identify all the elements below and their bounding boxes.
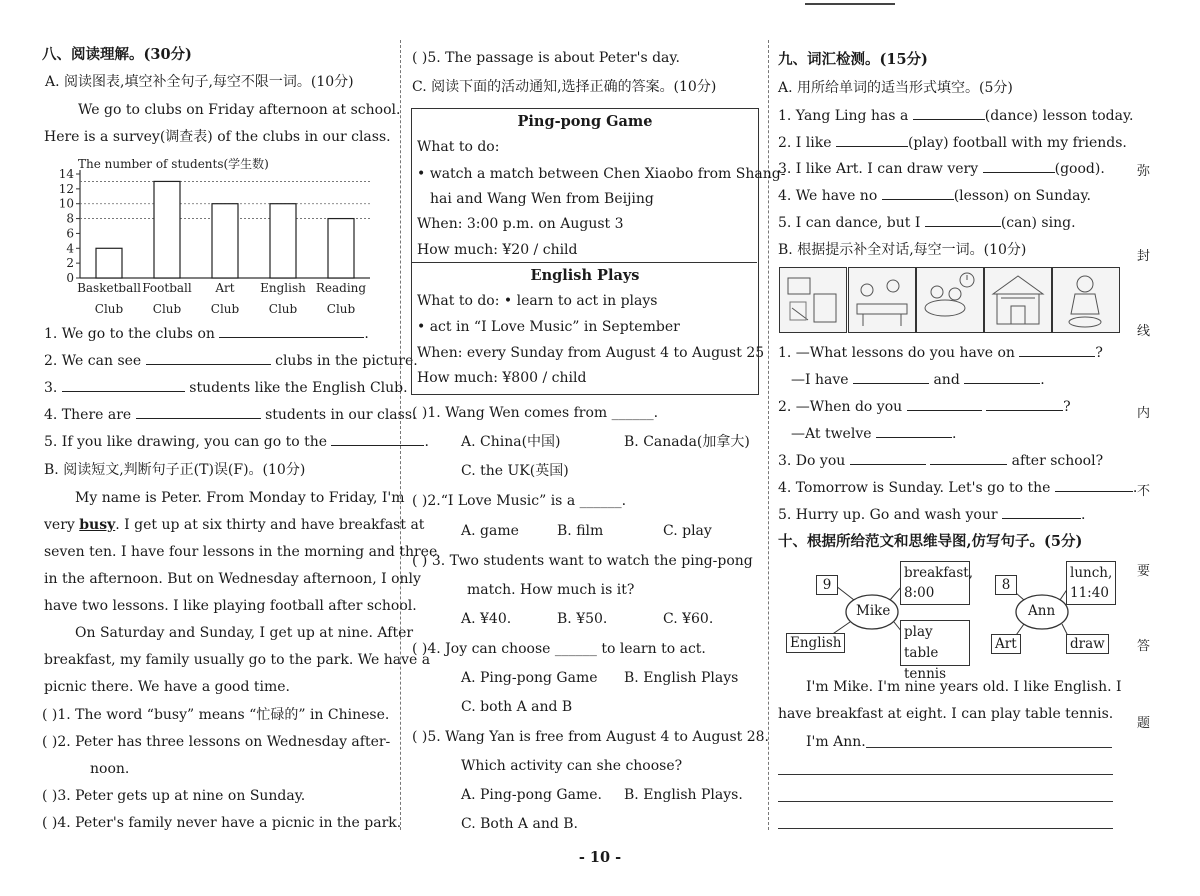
- picture-hint-building-icon: [984, 267, 1052, 333]
- option[interactable]: C. play: [663, 523, 712, 539]
- passage-line: very busy. I get up at six thirty and have breakfast at: [44, 517, 425, 533]
- question-a3: 3. students like the English Club.: [44, 380, 408, 396]
- picture-hint-classroom-icon: [779, 267, 847, 333]
- mind-map-center-mike: Mike: [856, 603, 891, 619]
- picture-hint-washing-icon: [1052, 267, 1120, 333]
- dialog-3: 3. Do you after school?: [778, 453, 1104, 469]
- x-tick-label: English: [260, 281, 306, 295]
- mc-question-3[interactable]: ( ) 3. Two students want to watch the ping-pong: [412, 553, 753, 569]
- option[interactable]: B. English Plays: [624, 670, 739, 686]
- mind-map-subject: English: [786, 633, 845, 653]
- answer-blank[interactable]: [983, 160, 1055, 173]
- tf-question-1[interactable]: ( )1. The word “busy” means “忙碌的” in Chinese.: [42, 707, 390, 723]
- mind-map-sport: play table tennis: [900, 620, 970, 666]
- notice-1-when: When: 3:00 p.m. on August 3: [417, 216, 624, 232]
- section-9-title: 九、词汇检测。(15分): [778, 51, 928, 68]
- writing-line[interactable]: [778, 828, 1113, 829]
- notice-2-what: What to do: • learn to act in plays: [417, 293, 658, 309]
- answer-blank[interactable]: [986, 398, 1063, 411]
- option[interactable]: B. ¥50.: [557, 611, 608, 627]
- section-10-title: 十、根据所给范文和思维导图,仿写句子。(5分): [778, 533, 1083, 550]
- answer-blank[interactable]: [964, 371, 1040, 384]
- part-a-title: A. 阅读图表,填空补全句子,每空不限一词。(10分): [45, 74, 354, 90]
- mind-map-subject: Art: [991, 634, 1021, 654]
- question-a5: 5. If you like drawing, you can go to the .: [44, 434, 429, 450]
- answer-blank[interactable]: [925, 214, 1001, 227]
- binding-char: 答: [1137, 639, 1151, 654]
- y-tick-label: 14: [58, 167, 74, 181]
- notice-1-title: Ping-pong Game: [517, 113, 653, 130]
- writing-start: I'm Ann.: [806, 734, 866, 750]
- part-b-title: B. 根据提示补全对话,每空一词。(10分): [778, 242, 1027, 258]
- question-a2: 2. We can see clubs in the picture.: [44, 353, 418, 369]
- bar-art-club: [212, 204, 238, 278]
- part-a-title: A. 用所给单词的适当形式填空。(5分): [778, 80, 1013, 96]
- writing-line[interactable]: [778, 801, 1113, 802]
- y-tick-label: 4: [66, 241, 74, 256]
- intro-line: We go to clubs on Friday afternoon at school.: [78, 102, 401, 118]
- option[interactable]: B. film: [557, 523, 604, 539]
- section-8-title: 八、阅读理解。(30分): [42, 46, 192, 63]
- tf-question-4[interactable]: ( )4. Peter's family never have a picnic in the park.: [42, 815, 402, 831]
- passage-line: in the afternoon. But on Wednesday afternoon, I only: [44, 571, 421, 587]
- fill-question-4: 4. We have no (lesson) on Sunday.: [778, 188, 1091, 204]
- mc-question-3-cont: match. How much is it?: [467, 582, 635, 598]
- answer-blank[interactable]: [882, 187, 954, 200]
- mind-map-age: 8: [995, 575, 1017, 595]
- option[interactable]: B. English Plays.: [624, 787, 743, 803]
- mc-question-5[interactable]: ( )5. Wang Yan is free from August 4 to August 28.: [412, 729, 769, 745]
- bar-reading-club: [328, 219, 354, 278]
- mind-map-hobby: draw: [1066, 634, 1109, 654]
- mc-question-2[interactable]: ( )2.“I Love Music” is a ______.: [412, 493, 627, 509]
- answer-blank[interactable]: [853, 371, 929, 384]
- picture-hint-lunch-clock-icon: [916, 267, 984, 333]
- fill-question-1: 1. Yang Ling has a (dance) lesson today.: [778, 108, 1134, 124]
- column-divider: [768, 40, 769, 830]
- binding-char: 弥: [1137, 164, 1151, 179]
- answer-blank[interactable]: [219, 325, 364, 338]
- x-tick-label: Club: [210, 302, 240, 316]
- model-text: have breakfast at eight. I can play table tennis.: [778, 706, 1114, 722]
- highlighted-word: busy: [79, 517, 116, 533]
- bar-football-club: [154, 181, 180, 278]
- passage-line: On Saturday and Sunday, I get up at nine. After: [75, 625, 414, 641]
- x-tick-label: Reading: [315, 281, 367, 295]
- answer-blank[interactable]: [913, 107, 985, 120]
- model-text: I'm Mike. I'm nine years old. I like English. I: [806, 679, 1122, 695]
- answer-blank[interactable]: [1055, 479, 1133, 492]
- answer-blank[interactable]: [850, 452, 926, 465]
- notice-1-line: hai and Wang Wen from Beijing: [430, 191, 654, 207]
- binding-char: 内: [1137, 406, 1151, 421]
- option[interactable]: C. both A and B: [461, 699, 573, 715]
- tf-question-2[interactable]: ( )2. Peter has three lessons on Wednesday after-: [42, 734, 391, 750]
- x-tick-label: Art: [215, 281, 235, 295]
- y-tick-label: 10: [58, 196, 74, 211]
- y-tick-label: 8: [66, 211, 74, 226]
- fill-question-3: 3. I like Art. I can draw very (good).: [778, 161, 1105, 177]
- y-tick-label: 12: [58, 181, 74, 196]
- x-tick-label: Club: [152, 302, 182, 316]
- answer-blank[interactable]: [1002, 506, 1081, 519]
- x-tick-label: Club: [268, 302, 298, 316]
- top-rule: [805, 0, 895, 5]
- option[interactable]: A. China(中国): [461, 434, 561, 450]
- answer-blank[interactable]: [876, 425, 952, 438]
- tf-question-3[interactable]: ( )3. Peter gets up at nine on Sunday.: [42, 788, 306, 804]
- passage-line: have two lessons. I like playing football after school.: [44, 598, 417, 614]
- dialog-2: 2. —When do you ?: [778, 399, 1071, 415]
- option[interactable]: C. Both A and B.: [461, 816, 578, 832]
- part-b-title: B. 阅读短文,判断句子正(T)误(F)。(10分): [44, 462, 306, 478]
- dialog-1-reply: —I have and .: [791, 372, 1045, 388]
- answer-blank[interactable]: [907, 398, 982, 411]
- option[interactable]: A. Ping-pong Game: [461, 670, 598, 686]
- binding-char: 线: [1137, 324, 1151, 339]
- writing-line[interactable]: [866, 747, 1112, 748]
- option[interactable]: C. ¥60.: [663, 611, 714, 627]
- x-tick-label: Football: [142, 281, 192, 295]
- mc-question-1[interactable]: ( )1. Wang Wen comes from ______.: [412, 405, 659, 421]
- option[interactable]: C. the UK(英国): [461, 463, 569, 479]
- answer-blank[interactable]: [1019, 344, 1095, 357]
- notice-divider: [411, 262, 757, 263]
- dialog-2-reply: —At twelve .: [791, 426, 957, 442]
- picture-hint-students-icon: [848, 267, 916, 333]
- x-tick-label: Club: [94, 302, 124, 316]
- y-tick-label: 2: [66, 256, 74, 271]
- question-a1: 1. We go to the clubs on .: [44, 326, 369, 342]
- answer-blank[interactable]: [62, 379, 185, 392]
- y-tick-label: 6: [66, 226, 74, 241]
- dialog-5: 5. Hurry up. Go and wash your .: [778, 507, 1086, 523]
- answer-blank[interactable]: [331, 433, 424, 446]
- notice-1-line: • watch a match between Chen Xiaobo from Shang-: [417, 166, 786, 182]
- option[interactable]: A. game: [461, 523, 519, 539]
- dialog-1: 1. —What lessons do you have on ?: [778, 345, 1103, 361]
- option[interactable]: A. Ping-pong Game.: [461, 787, 602, 803]
- notice-1-what: What to do:: [417, 139, 500, 155]
- mc-question-5-cont: Which activity can she choose?: [461, 758, 683, 774]
- binding-char: 封: [1137, 249, 1151, 264]
- notice-2-line: • act in “I Love Music” in September: [417, 319, 680, 335]
- fill-question-2: 2. I like (play) football with my friends.: [778, 135, 1127, 151]
- binding-char: 要: [1137, 564, 1151, 579]
- notice-2-price: How much: ¥800 / child: [417, 370, 587, 386]
- club-bar-chart: [44, 152, 384, 318]
- mind-map-age: 9: [816, 575, 838, 595]
- passage-line: breakfast, my family usually go to the park. We have a: [44, 652, 431, 668]
- answer-blank[interactable]: [836, 134, 908, 147]
- passage-line: My name is Peter. From Monday to Friday, I'm: [75, 490, 405, 506]
- tf-question-2-cont: noon.: [90, 761, 130, 777]
- answer-blank[interactable]: [136, 406, 261, 419]
- notice-2-when: When: every Sunday from August 4 to August 25: [417, 345, 765, 361]
- dialog-4: 4. Tomorrow is Sunday. Let's go to the .: [778, 480, 1138, 496]
- mind-map-meal: breakfast, 8:00: [900, 561, 970, 605]
- mind-map-meal: lunch, 11:40: [1066, 561, 1116, 605]
- x-tick-label: Basketball: [77, 281, 141, 295]
- binding-char: 不: [1137, 484, 1151, 499]
- writing-line[interactable]: [778, 774, 1113, 775]
- bar-english-club: [270, 204, 296, 278]
- question-a4: 4. There are students in our class.: [44, 407, 417, 423]
- fill-question-5: 5. I can dance, but I (can) sing.: [778, 215, 1076, 231]
- passage-line: picnic there. We have a good time.: [44, 679, 291, 695]
- mind-map-center-ann: Ann: [1028, 603, 1056, 619]
- notice-1-price: How much: ¥20 / child: [417, 242, 578, 258]
- bar-basketball-club: [96, 248, 122, 278]
- passage-line: seven ten. I have four lessons in the morning and three: [44, 544, 438, 560]
- answer-blank[interactable]: [146, 352, 271, 365]
- option[interactable]: B. Canada(加拿大): [624, 434, 750, 450]
- mc-question-4[interactable]: ( )4. Joy can choose ______ to learn to act.: [412, 641, 706, 657]
- notice-2-title: English Plays: [530, 267, 640, 284]
- intro-line: Here is a survey(调查表) of the clubs in our class.: [44, 129, 391, 145]
- option[interactable]: A. ¥40.: [461, 611, 512, 627]
- chart-title: The number of students(学生数): [78, 157, 269, 171]
- part-c-title: C. 阅读下面的活动通知,选择正确的答案。(10分): [412, 79, 717, 95]
- page-number: - 10 -: [578, 849, 622, 866]
- binding-char: 题: [1137, 716, 1151, 731]
- y-tick-label: 0: [66, 271, 74, 285]
- tf-question-5[interactable]: ( )5. The passage is about Peter's day.: [412, 50, 680, 66]
- answer-blank[interactable]: [930, 452, 1007, 465]
- x-tick-label: Club: [326, 302, 356, 316]
